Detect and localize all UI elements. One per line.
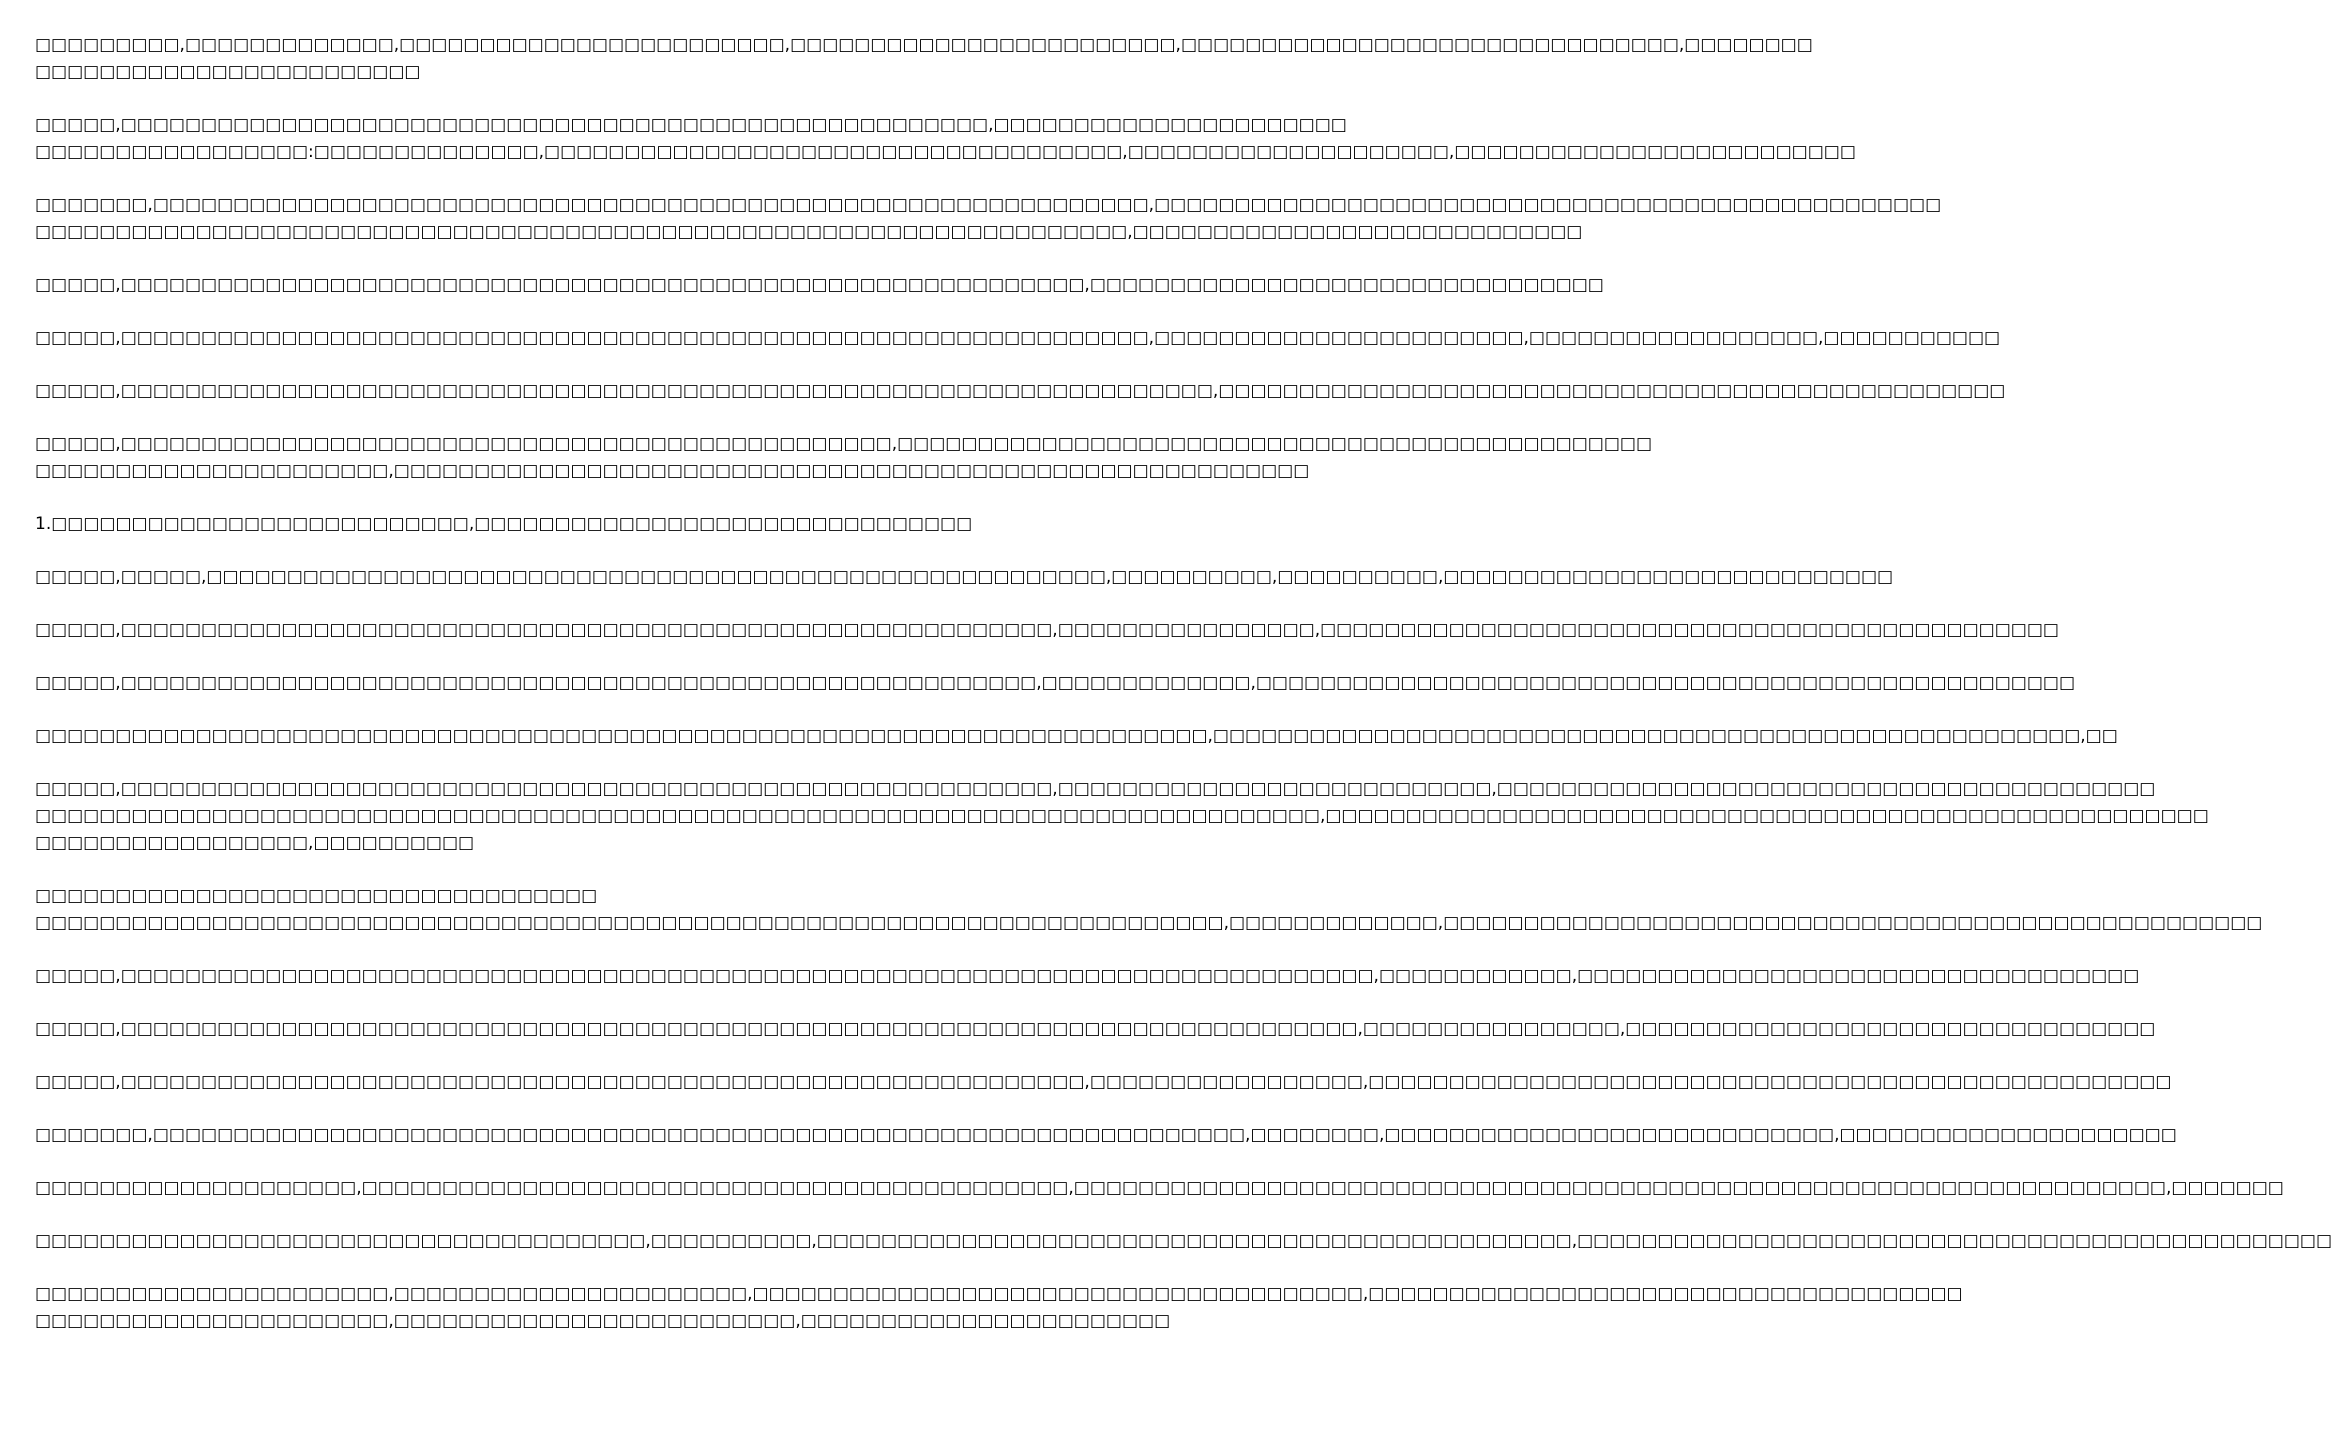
paragraph-spacing (35, 405, 990, 431)
paragraph-spacing (35, 1202, 990, 1228)
text-line: □□□□□□□□□□□□□□□□□□□□□□□□□□□□□□□□□□□□□□□□□□□□□□□□□□□□□□□□□□□□□□□□□□□□□□□□□□□□□□□□,□□□□□□□□□□□□□□□□□□□□□□□□□□□□□□□□□□□□□□□□□□□□□□□□□□□□□□□ (35, 806, 2209, 826)
text-line: □□□□□□□□□□□□□□□□□□□□□□□□□□□□□□□□□□□ (35, 886, 598, 906)
paragraph-spacing (35, 1149, 990, 1175)
paragraph-spacing (35, 1096, 990, 1122)
text-line: □□□□□,□□□□□□□□□□□□□□□□□□□□□□□□□□□□□□□□□□□□□□□□□□□□□□□□□□□□□□□□□□□□□□□□□□□□,□□□□□□□□□□□□□□□□□□□□□□□□□□□□□□□□□□□□□□□□□□□□□□□□□ (35, 381, 2006, 401)
paragraph (35, 1069, 2172, 1096)
text-line: □□□□□,□□□□□□□□□□□□□□□□□□□□□□□□□□□□□□□□□□□□□□□□□□□□□□□□□□□□□□□□□□□□□□□□□□□□□□□□□□□□□□,□□□□□□□□□□□□,□□□□□□□□□□□□□□□□□□□□□□□□□□□□□□□□□□□ (35, 966, 2140, 986)
paragraph (35, 32, 1813, 86)
text-line: □□□□□□□□□□□□□□□□□:□□□□□□□□□□□□□□,□□□□□□□□□□□□□□□□□□□□□□□□□□□□□□□□□□□□,□□□□□□□□□□□□□□□□□□□□,□□□□□□□□□□□□□□□□□□□□□□□□□ (35, 142, 1856, 162)
paragraph (35, 723, 2118, 750)
text-line: □□□□□□□,□□□□□□□□□□□□□□□□□□□□□□□□□□□□□□□□□□□□□□□□□□□□□□□□□□□□□□□□□□□□□□□□□□□□,□□□□□□□□,□□□□□□□□□□□□□□□□□□□□□□□□□□□□,□□□□□□□□□□□□□□□□□□□□□ (35, 1125, 2177, 1145)
text-line: □□□□□,□□□□□□□□□□□□□□□□□□□□□□□□□□□□□□□□□□□□□□□□□□□□□□□□□□□□□□□□□□□□□□□□,□□□□□□□□□□□□□□□□□□□□□□□,□□□□□□□□□□□□□□□□□□,□□□□□□□□□□□ (35, 328, 2001, 348)
text-line: □□□□□□□□□□□□□□□□□□□□□□□□□□□□□□□□□□□□□□□□□□□□□□□□□□□□□□□□□□□□□□□□□□□□,□□□□□□□□□□□□□□□□□□□□□□□□□□□□ (35, 222, 1583, 242)
paragraph (35, 511, 990, 538)
text-line: □□□□□□□□□□□□□□□□□□□□□□,□□□□□□□□□□□□□□□□□□□□□□,□□□□□□□□□□□□□□□□□□□□□□□□□□□□□□□□□□□□□□,□□□□□□□□□□□□□□□□□□□□□□□□□□□□□□□□□□□□□ (35, 1284, 1963, 1304)
text-line: □□□□□,□□□□□□□□□□□□□□□□□□□□□□□□□□□□□□□□□□□□□□□□□□□□□□□□□□□□□□□□□□□□,□□□□□□□□□□□□□□□□□,□□□□□□□□□□□□□□□□□□□□□□□□□□□□□□□□□□□□□□□□□□□□□□□□□□ (35, 1072, 2172, 1092)
paragraph (35, 963, 2140, 990)
paragraph (35, 192, 1942, 246)
text-line: □□□□□,□□□□□□□□□□□□□□□□□□□□□□□□□□□□□□□□□□□□□□□□□□□□□□□□□□□□□□□□□□□□,□□□□□□□□□□□□□□□□□□□□□□□□□□□□□□□□ (35, 275, 1604, 295)
text-line: □□□□□,□□□□□□□□□□□□□□□□□□□□□□□□□□□□□□□□□□□□□□□□□□□□□□□□□□□□□□□□□□,□□□□□□□□□□□□□□□□□□□□□□□□□□□,□□□□□□□□□□□□□□□□□□□□□□□□□□□□□□□□□□□□□□□□□ (35, 779, 2156, 799)
text-line: □□□□□□□□□□□□□□□□□□□□□□□□□□□□□□□□□□□□□□□□□□□□□□□□□□□□□□□□□□□□□□□□□□□□□□□□□,□□□□□□□□□□□□□□□□□□□□□□□□□□□□□□□□□□□□□□□□□□□□□□□□□□□□□□,□□ (35, 726, 2118, 746)
paragraph (35, 112, 1856, 166)
paragraph (35, 564, 1894, 591)
paragraph-spacing (35, 166, 990, 192)
paragraph-spacing (35, 857, 990, 883)
paragraph-spacing (35, 246, 990, 272)
text-line: □□□□□,□□□□□□□□□□□□□□□□□□□□□□□□□□□□□□□□□□□□□□□□□□□□□□□□□□□□□□□□□□□□□□□□□□□□□□□□□□□□□,□□□□□□□□□□□□□□□□,□□□□□□□□□□□□□□□□□□□□□□□□□□□□□□□□□ (35, 1019, 2156, 1039)
paragraph-spacing (35, 1043, 990, 1069)
text-line: □□□□□□□□□□□□□□□□□□□□□□□□□□□□□□□□□□□□□□□□□□□□□□□□□□□□□□□□□□□□□□□□□□□□□□□□□□,□□□□□□□□□□□□□,□□□□□□□□□□□□□□□□□□□□□□□□□□□□□□□□□□□□□□□□□□□□□□□□□□□ (35, 913, 2263, 933)
text-line: □□□□□□□□□□□□□□□□□□□□□□□□□□□□□□□□□□□□□□,□□□□□□□□□□,□□□□□□□□□□□□□□□□□□□□□□□□□□□□□□□□□□□□□□□□□□□□□□□,□□□□□□□□□□□□□□□□□□□□□□□□□□□□□□□□□□□□□□□□□□□□□□□ (35, 1231, 2332, 1251)
paragraph-spacing (35, 299, 990, 325)
text-line: □□□□□□□,□□□□□□□□□□□□□□□□□□□□□□□□□□□□□□□□□□□□□□□□□□□□□□□□□□□□□□□□□□□□□□,□□□□□□□□□□□□□□□□□□□□□□□□□□□□□□□□□□□□□□□□□□□□□□□□□ (35, 195, 1942, 215)
paragraph (35, 378, 2006, 405)
text-line: □□□□□,□□□□□□□□□□□□□□□□□□□□□□□□□□□□□□□□□□□□□□□□□□□□□□□□□□□□□□,□□□□□□□□□□□□□□□□□□□□□□ (35, 115, 1347, 135)
paragraph-spacing (35, 352, 990, 378)
paragraph (35, 670, 2076, 697)
paragraph (35, 617, 2059, 644)
paragraph-spacing (35, 990, 990, 1016)
paragraph-spacing (35, 1255, 990, 1281)
paragraph (35, 1228, 2332, 1255)
text-line: □□□□□□□□□□□□□□□□□□□□□□,□□□□□□□□□□□□□□□□□□□□□□□□□□□□□□□□□□□□□□□□□□□□□□□□□□□□□□□□□ (35, 461, 1310, 481)
paragraph (35, 431, 1653, 485)
paragraph-spacing (35, 485, 990, 511)
text-line: □□□□□□□□□□□□□□□□□□□□□□□□ (35, 62, 421, 82)
text-line: □□□□□,□□□□□□□□□□□□□□□□□□□□□□□□□□□□□□□□□□□□□□□□□□□□□□□□□□□□□□□□□□,□□□□□□□□□□□□□□□□,□□□□□□□□□□□□□□□□□□□□□□□□□□□□□□□□□□□□□□□□□□□□□□ (35, 620, 2059, 640)
paragraph (35, 1122, 2177, 1149)
text-line: □□□□□□□□□,□□□□□□□□□□□□□,□□□□□□□□□□□□□□□□□□□□□□□□,□□□□□□□□□□□□□□□□□□□□□□□□,□□□□□□□□□□□□□□□□□□□□□□□□□□□□□□□,□□□□□□□□ (35, 35, 1813, 55)
text-line: □□□□□□□□□□□□□□□□□□□□,□□□□□□□□□□□□□□□□□□□□□□□□□□□□□□□□□□□□□□□□□□□□,□□□□□□□□□□□□□□□□□□□□□□□□□□□□□□□□□□□□□□□□□□□□□□□□□□□□□□□□□□□□□□□□□□□□,□□□□□□□ (35, 1178, 2284, 1198)
document-body (35, 32, 2332, 1335)
paragraph-spacing (35, 937, 990, 963)
paragraph (35, 272, 1604, 299)
paragraph-spacing (35, 750, 990, 776)
paragraph (35, 325, 2001, 352)
paragraph (35, 1175, 2284, 1202)
text-line: □□□□□,□□□□□,□□□□□□□□□□□□□□□□□□□□□□□□□□□□□□□□□□□□□□□□□□□□□□□□□□□□□□□□,□□□□□□□□□□,□□□□□□□□□□,□□□□□□□□□□□□□□□□□□□□□□□□□□□□ (35, 567, 1894, 587)
paragraph (35, 883, 2263, 937)
paragraph (35, 1016, 2156, 1043)
paragraph-spacing (35, 538, 990, 564)
text-line: 1.□□□□□□□□□□□□□□□□□□□□□□□□□□,□□□□□□□□□□□□□□□□□□□□□□□□□□□□□□□ (35, 514, 973, 534)
paragraph-spacing (35, 697, 990, 723)
text-line: □□□□□□□□□□□□□□□□□,□□□□□□□□□□ (35, 833, 475, 853)
paragraph (35, 776, 2209, 857)
text-line: □□□□□,□□□□□□□□□□□□□□□□□□□□□□□□□□□□□□□□□□□□□□□□□□□□□□□□,□□□□□□□□□□□□□□□□□□□□□□□□□□□□□□□□□□□□□□□□□□□□□□□ (35, 434, 1653, 454)
text-line: □□□□□□□□□□□□□□□□□□□□□□,□□□□□□□□□□□□□□□□□□□□□□□□□,□□□□□□□□□□□□□□□□□□□□□□□ (35, 1311, 1171, 1331)
text-line: □□□□□,□□□□□□□□□□□□□□□□□□□□□□□□□□□□□□□□□□□□□□□□□□□□□□□□□□□□□□□□□,□□□□□□□□□□□□□,□□□□□□□□□□□□□□□□□□□□□□□□□□□□□□□□□□□□□□□□□□□□□□□□□□□ (35, 673, 2076, 693)
paragraph-spacing (35, 591, 990, 617)
paragraph (35, 1281, 1963, 1335)
paragraph-spacing (35, 86, 990, 112)
paragraph-spacing (35, 644, 990, 670)
